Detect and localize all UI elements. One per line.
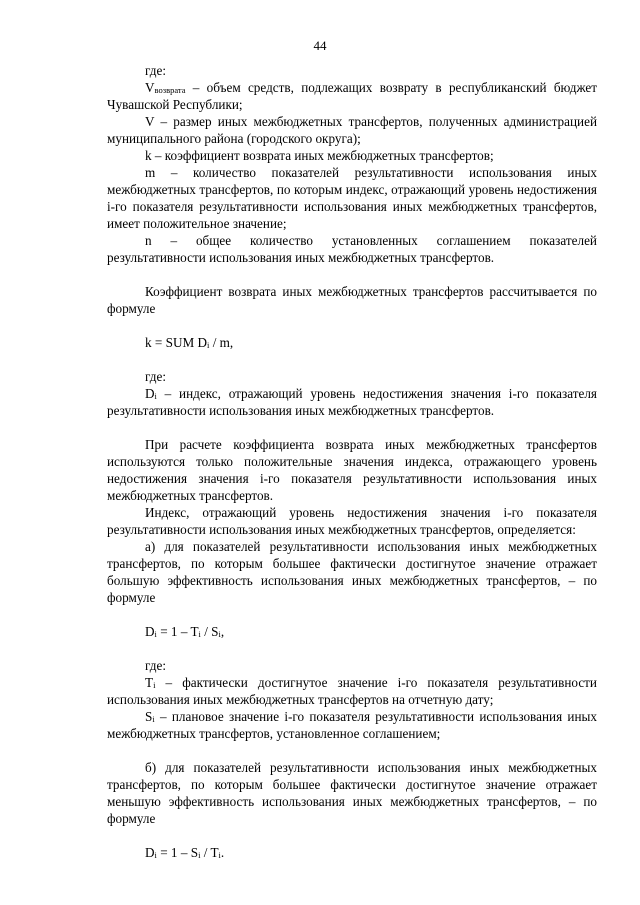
where-label-3: где: — [145, 658, 166, 673]
document-body — [107, 62, 597, 861]
definition-v: V – размер иных межбюджетных трансфертов, полученных администрацией муниципального района (городского округа); — [107, 114, 597, 146]
paragraph-index-determined: Индекс, отражающий уровень недостижения значения i-го показателя результативности использования иных межбюджетных трансфертов, определяется: — [107, 505, 597, 537]
definition-v-return: $V_{возврата}$ – объем средств, подлежащих возврату в республиканский бюджет Чувашской Республики; — [107, 80, 597, 112]
definition-m: m – количество показателей результативности использования иных межбюджетных трансфертов, по которым индекс, отражающий уровень недостижения i-го показателя результативности использования иных межбюджетных трансфертов, имеет положительное значение; — [107, 165, 597, 231]
paragraph-case-b: б) для показателей результативности использования иных межбюджетных трансфертов, по которым большее фактически достигнутое значение отражает меньшую эффективность использования иных межбюджетных трансфертов, – по формуле — [107, 760, 597, 826]
page-number: 44 — [313, 38, 327, 53]
definition-k: k – коэффициент возврата иных межбюджетных трансфертов; — [145, 148, 494, 163]
formula-k: k = SUM $D_i$ / m, — [145, 335, 234, 350]
paragraph-case-a: а) для показателей результативности использования иных межбюджетных трансфертов, по которым большее фактически достигнутое значение отражает большую эффективность использования иных межбюджетных трансфертов, – по формуле — [107, 539, 597, 605]
formula-d-a: $D_i = 1 - T_i / S_i$, — [145, 624, 225, 639]
coefficient-intro: Коэффициент возврата иных межбюджетных трансфертов рассчитывается по формуле — [107, 284, 597, 316]
where-label: где: — [145, 63, 166, 78]
definition-n: n – общее количество установленных соглашением показателей результативности использования иных межбюджетных трансфертов. — [107, 233, 597, 265]
where-label-2: где: — [145, 369, 166, 384]
definition-s: $S_i$ – плановое значение i-го показателя результативности использования иных межбюджетных трансфертов, установленное соглашением; — [107, 709, 597, 741]
definition-d: $D_i$ – индекс, отражающий уровень недостижения значения i-го показателя результативности использования иных межбюджетных трансфертов. — [107, 386, 597, 418]
paragraph-positive-values: При расчете коэффициента возврата иных межбюджетных трансфертов используются только положительные значения индекса, отражающего уровень недостижения значения i-го показателя результативности использования иных межбюджетных трансфертов. — [107, 437, 597, 503]
definition-t: $T_i$ – фактически достигнутое значение i-го показателя результативности использования иных межбюджетных трансфертов на отчетную дату; — [107, 675, 597, 707]
formula-d-b: $D_i = 1 - S_i / T_i$. — [145, 845, 225, 860]
